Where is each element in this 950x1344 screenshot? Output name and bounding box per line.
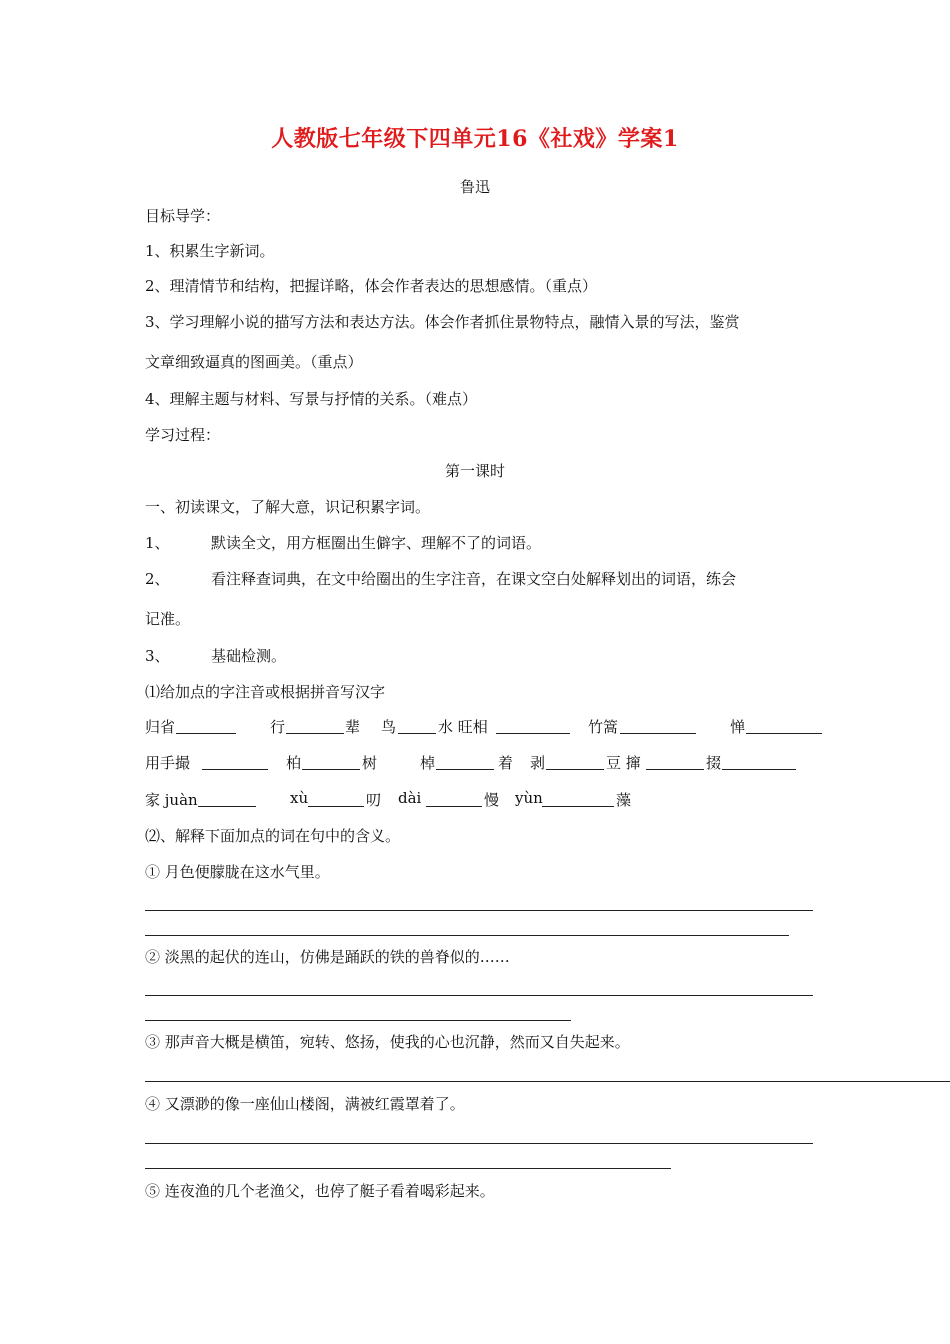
answer-blank[interactable] <box>176 733 236 734</box>
word: 剥 <box>530 754 546 772</box>
answer-blank[interactable] <box>202 769 268 770</box>
process-heading: 学习过程： <box>145 426 221 444</box>
word: 着 <box>498 754 514 772</box>
objectives-heading: 目标导学： <box>145 207 221 225</box>
sentence-item: ③ 那声音大概是横笛，宛转、悠扬，使我的心也沉静，然而又自失起来。 <box>145 1033 630 1051</box>
word: 行 <box>270 718 286 736</box>
objective-item: 1、积累生字新词。 <box>145 242 275 260</box>
step-text: 默读全文，用方框圈出生僻字、理解不了的词语。 <box>211 534 542 552</box>
step-item <box>145 532 541 553</box>
question-heading: ⑵、解释下面加点的词在句中的含义。 <box>145 827 401 845</box>
sentence-item: ⑤ 连夜渔的几个老渔父，也停了艇子看着喝彩起来。 <box>145 1182 495 1200</box>
step-item <box>145 568 736 589</box>
word: 掇 <box>706 754 722 772</box>
answer-line[interactable] <box>145 935 789 936</box>
answer-blank[interactable] <box>646 769 704 770</box>
lesson-title: 第一课时 <box>444 462 505 480</box>
answer-line[interactable] <box>145 1143 813 1144</box>
author: 鲁迅 <box>459 178 490 196</box>
answer-line[interactable] <box>145 910 813 911</box>
step-text: 基础检测。 <box>211 647 287 665</box>
answer-blank[interactable] <box>542 806 614 807</box>
objective-item: 文章细致逼真的图画美。（重点） <box>145 353 363 371</box>
answer-blank[interactable] <box>302 769 360 770</box>
answer-blank[interactable] <box>620 733 696 734</box>
word: 水 旺相 <box>438 718 488 736</box>
sentence-item: ② 淡黑的起伏的连山，仿佛是踊跃的铁的兽脊似的…… <box>145 948 510 966</box>
word: xù <box>290 789 309 807</box>
word: 竹篙 <box>588 718 619 736</box>
word: 慢 <box>484 791 500 809</box>
sentence-item: ④ 又漂渺的像一座仙山楼阁，满被红霞罩着了。 <box>145 1095 465 1113</box>
sentence-item: ① 月色便朦胧在这水气里。 <box>145 863 330 881</box>
word: 辈 <box>345 718 361 736</box>
step-number: 3、 <box>145 647 170 665</box>
word: 惮 <box>730 718 746 736</box>
question-heading: ⑴给加点的字注音或根据拼音写汉字 <box>145 683 386 701</box>
word: 柏 <box>286 754 302 772</box>
answer-blank[interactable] <box>496 733 570 734</box>
objective-item: 4、理解主题与材料、写景与抒情的关系。（难点） <box>145 390 478 408</box>
answer-blank[interactable] <box>286 733 344 734</box>
answer-blank[interactable] <box>426 806 482 807</box>
word: 豆 撺 <box>606 754 641 772</box>
step-number: 1、 <box>145 534 170 552</box>
answer-blank[interactable] <box>198 806 256 807</box>
word: 树 <box>362 754 378 772</box>
word: 藻 <box>616 791 632 809</box>
word: 归省 <box>145 718 176 736</box>
answer-line[interactable] <box>145 1081 950 1082</box>
answer-line[interactable] <box>145 1020 571 1021</box>
section-heading: 一、初读课文，了解大意，识记积累字词。 <box>145 498 431 516</box>
document-title: 人教版七年级下四单元16《社戏》学案1 <box>271 126 679 152</box>
step-item <box>145 645 286 666</box>
word: 家 juàn <box>145 791 198 809</box>
answer-line[interactable] <box>145 1168 671 1169</box>
answer-line[interactable] <box>145 995 813 996</box>
objective-item: 3、学习理解小说的描写方法和表达方法。体会作者抓住景物特点，融情入景的写法，鉴赏 <box>145 313 740 331</box>
word: 用手撮 <box>145 754 191 772</box>
word: yùn <box>515 789 543 807</box>
answer-blank[interactable] <box>722 769 796 770</box>
word: dài <box>398 789 422 807</box>
word: 棹 <box>420 754 436 772</box>
answer-blank[interactable] <box>398 733 436 734</box>
step-number: 2、 <box>145 570 170 588</box>
objective-item: 2、理清情节和结构，把握详略，体会作者表达的思想感情。（重点） <box>145 277 598 295</box>
word: 鸟 <box>381 718 397 736</box>
step-text: 看注释查词典，在文中给圈出的生字注音，在课文空白处解释划出的词语，练会 <box>211 570 737 588</box>
answer-blank[interactable] <box>436 769 494 770</box>
step-continuation: 记准。 <box>145 610 191 628</box>
answer-blank[interactable] <box>308 806 364 807</box>
word: 叨 <box>366 791 382 809</box>
answer-blank[interactable] <box>746 733 822 734</box>
answer-blank[interactable] <box>546 769 604 770</box>
